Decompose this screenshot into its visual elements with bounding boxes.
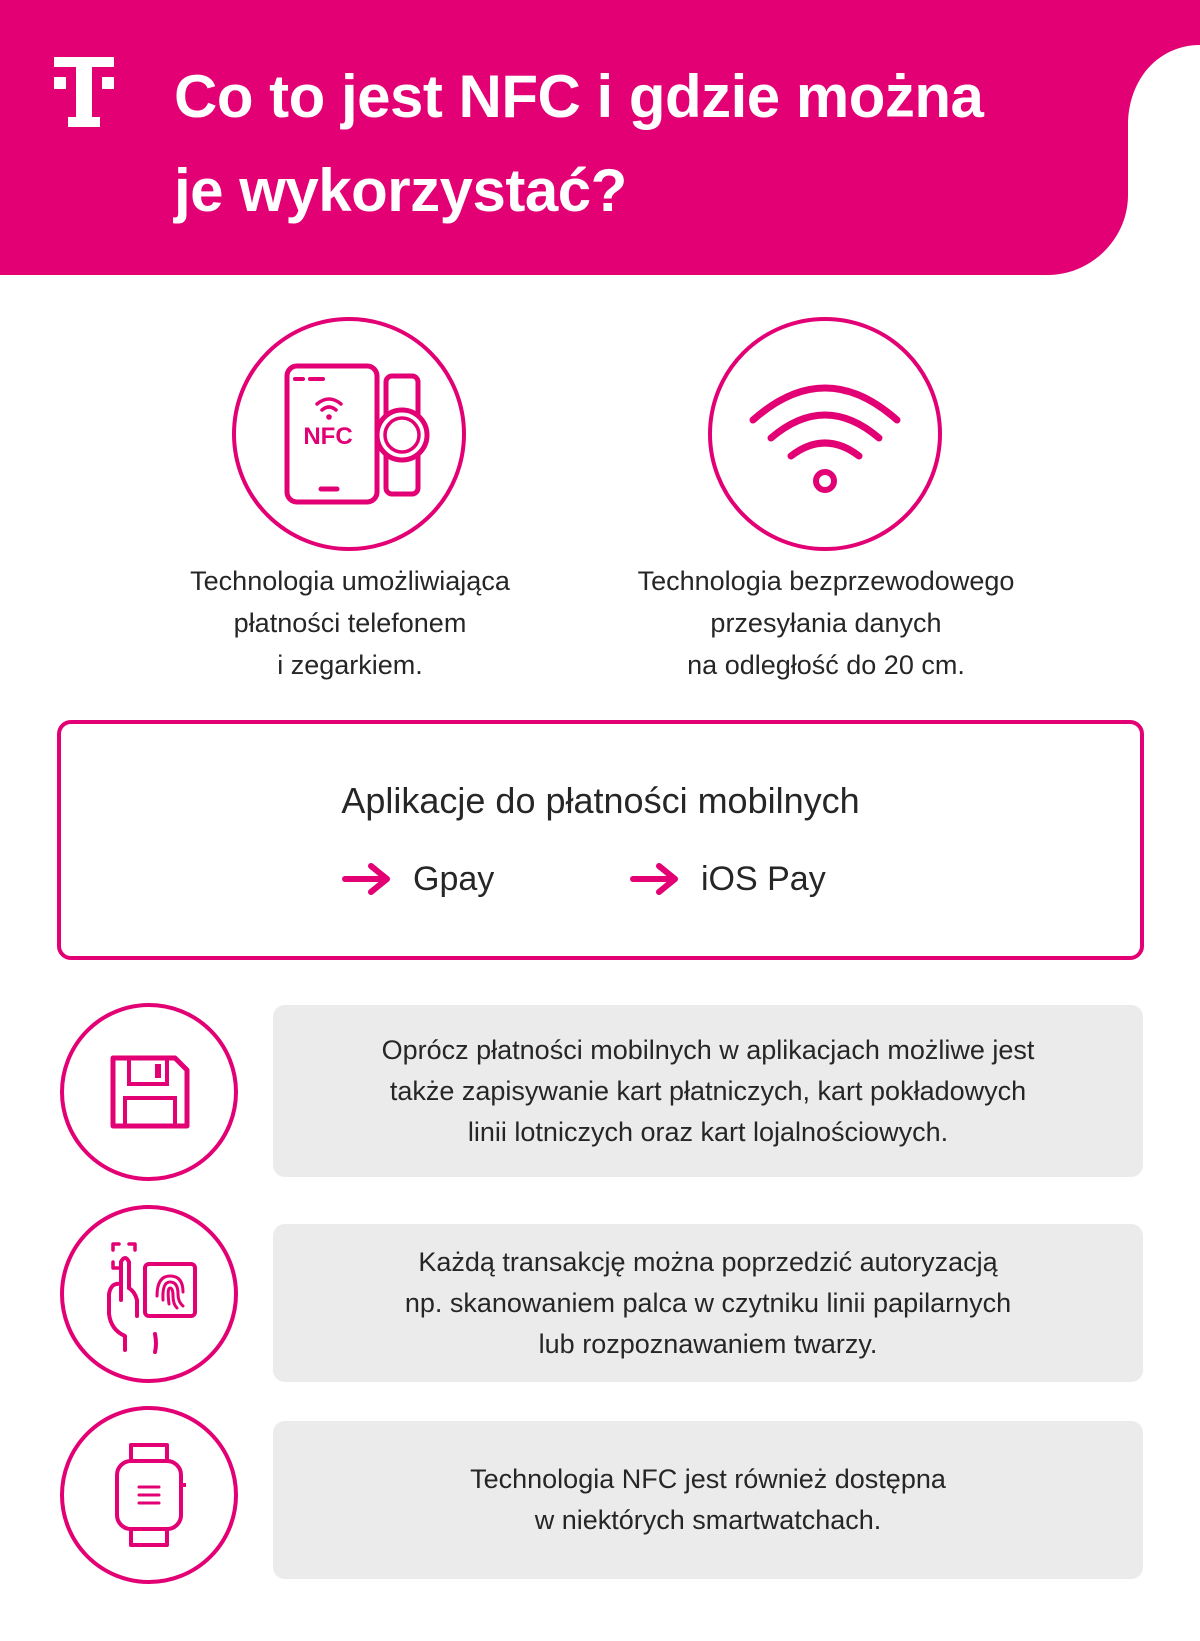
row-2-line-3: lub rozpoznawaniem twarzy.: [538, 1328, 878, 1359]
feature-2-line-1: Technologia bezprzewodowego: [637, 566, 1015, 596]
feature-1-description: [115, 560, 585, 686]
feature-2-description: [591, 560, 1061, 686]
smartwatch-icon: [59, 1405, 239, 1585]
info-panel-saving-cards: [273, 1005, 1143, 1177]
row-3-line-2: w niektórych smartwatchach.: [534, 1505, 882, 1535]
payment-apps-title: Aplikacje do płatności mobilnych: [341, 780, 860, 821]
header-banner: [0, 0, 1200, 275]
row-2-line-2: np. skanowaniem palca w czytniku linii papilarnych: [404, 1287, 1012, 1318]
feature-1-line-2: płatności telefonem: [233, 608, 467, 638]
app-label-gpay: Gpay: [413, 859, 495, 898]
app-item-ios-pay: [629, 856, 826, 902]
feature-2-line-3: na odległość do 20 cm.: [687, 650, 965, 680]
app-label-ios-pay: iOS Pay: [701, 859, 826, 898]
row-1-line-1: Oprócz płatności mobilnych w aplikacjach możliwe jest: [381, 1034, 1035, 1065]
title-line-2: je wykorzystać?: [174, 157, 627, 224]
feature-1-line-1: Technologia umożliwiająca: [190, 566, 510, 596]
phone-watch-nfc-icon: [231, 316, 467, 552]
row-3-line-1: Technologia NFC jest również dostępna: [470, 1464, 946, 1494]
page-title: [174, 50, 1094, 238]
row-2-line-1: Każdą transakcję można poprzedzić autoryzacją: [418, 1246, 998, 1277]
app-item-gpay: [341, 856, 494, 902]
telekom-t-logo: [52, 55, 116, 130]
arrow-right-icon: [629, 862, 681, 896]
title-line-1: Co to jest NFC i gdzie można: [174, 63, 984, 130]
feature-2-line-2: przesyłania danych: [710, 608, 942, 638]
payment-apps-box: [57, 720, 1144, 960]
info-panel-smartwatch: [273, 1421, 1143, 1579]
arrow-right-icon: [341, 862, 393, 896]
floppy-disk-icon: [59, 1002, 239, 1182]
wifi-signal-icon: [707, 316, 943, 552]
feature-1-line-3: i zegarkiem.: [277, 650, 423, 680]
info-panel-authorization: [273, 1224, 1143, 1382]
fingerprint-scan-icon: [59, 1204, 239, 1384]
nfc-label: NFC: [303, 423, 353, 450]
row-1-line-2: także zapisywanie kart płatniczych, kart pokładowych: [389, 1075, 1027, 1106]
row-1-line-3: linii lotniczych oraz kart lojalnościowych.: [467, 1116, 949, 1147]
